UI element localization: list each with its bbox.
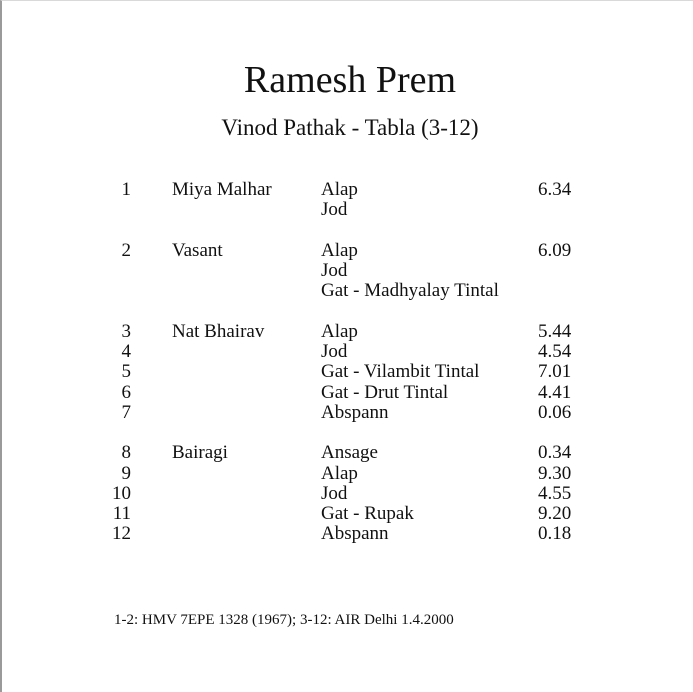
track-number: 1	[121, 179, 131, 200]
track-part: Gat - Rupak	[321, 503, 414, 524]
track-duration: 5.44	[538, 320, 572, 342]
track-row	[0, 241, 693, 261]
track-row	[0, 484, 693, 504]
track-duration: 6.09	[538, 239, 572, 261]
track-part: Gat - Vilambit Tintal	[321, 361, 480, 383]
track-row	[0, 383, 693, 403]
track-duration: 7.01	[538, 361, 572, 383]
track-number: 2	[121, 239, 131, 261]
track-duration: 6.34	[538, 179, 572, 200]
track-row	[0, 464, 693, 484]
track-number: 11	[112, 503, 131, 524]
track-duration: 0.34	[538, 442, 572, 464]
track-row	[0, 362, 693, 382]
track-row	[0, 504, 693, 524]
track-part: Jod	[321, 341, 348, 362]
raga-name: Miya Malhar	[172, 179, 272, 200]
track-number: 7	[121, 401, 131, 423]
track-duration: 4.41	[538, 381, 572, 403]
track-row	[0, 403, 693, 423]
track-row	[0, 443, 693, 463]
raga-name: Bairagi	[172, 442, 228, 464]
track-number: 9	[121, 462, 131, 484]
section-spacer	[0, 302, 693, 322]
track-part: Abspann	[321, 401, 389, 423]
track-row	[0, 261, 693, 281]
track-part: Jod	[321, 482, 348, 504]
album-subtitle: Vinod Pathak - Tabla (3-12)	[221, 115, 479, 140]
album-title: Ramesh Prem	[243, 59, 457, 101]
track-duration: 9.30	[538, 462, 572, 484]
track-number: 6	[121, 381, 131, 403]
track-row	[0, 342, 693, 362]
track-number: 10	[112, 482, 131, 504]
recording-note: 1-2: HMV 7EPE 1328 (1967); 3-12: AIR Delhi 1.4.2000	[114, 612, 454, 628]
track-part: Alap	[321, 462, 358, 484]
track-row	[0, 200, 693, 220]
track-list	[0, 180, 693, 545]
track-duration: 4.54	[538, 341, 572, 362]
track-duration: 0.06	[538, 401, 572, 423]
track-duration: 9.20	[538, 503, 572, 524]
track-number: 3	[121, 320, 131, 342]
track-row	[0, 322, 693, 342]
track-part: Alap	[321, 239, 358, 261]
track-part: Alap	[321, 320, 358, 342]
track-row	[0, 281, 693, 301]
raga-name: Nat Bhairav	[172, 320, 265, 342]
track-part: Abspann	[321, 523, 389, 545]
track-part: Jod	[321, 260, 348, 281]
track-row	[0, 180, 693, 200]
track-part: Alap	[321, 179, 358, 200]
track-part: Jod	[321, 199, 348, 221]
track-part: Gat - Drut Tintal	[321, 381, 449, 403]
track-part: Gat - Madhyalay Tintal	[321, 280, 499, 302]
track-number: 5	[121, 361, 131, 383]
track-number: 8	[121, 442, 131, 464]
track-row	[0, 524, 693, 544]
track-duration: 0.18	[538, 523, 572, 545]
track-number: 12	[112, 523, 131, 545]
section-spacer	[0, 221, 693, 241]
raga-name: Vasant	[172, 239, 223, 261]
track-part: Ansage	[321, 442, 378, 464]
track-number: 4	[121, 341, 131, 362]
section-spacer	[0, 423, 693, 443]
track-duration: 4.55	[538, 482, 572, 504]
